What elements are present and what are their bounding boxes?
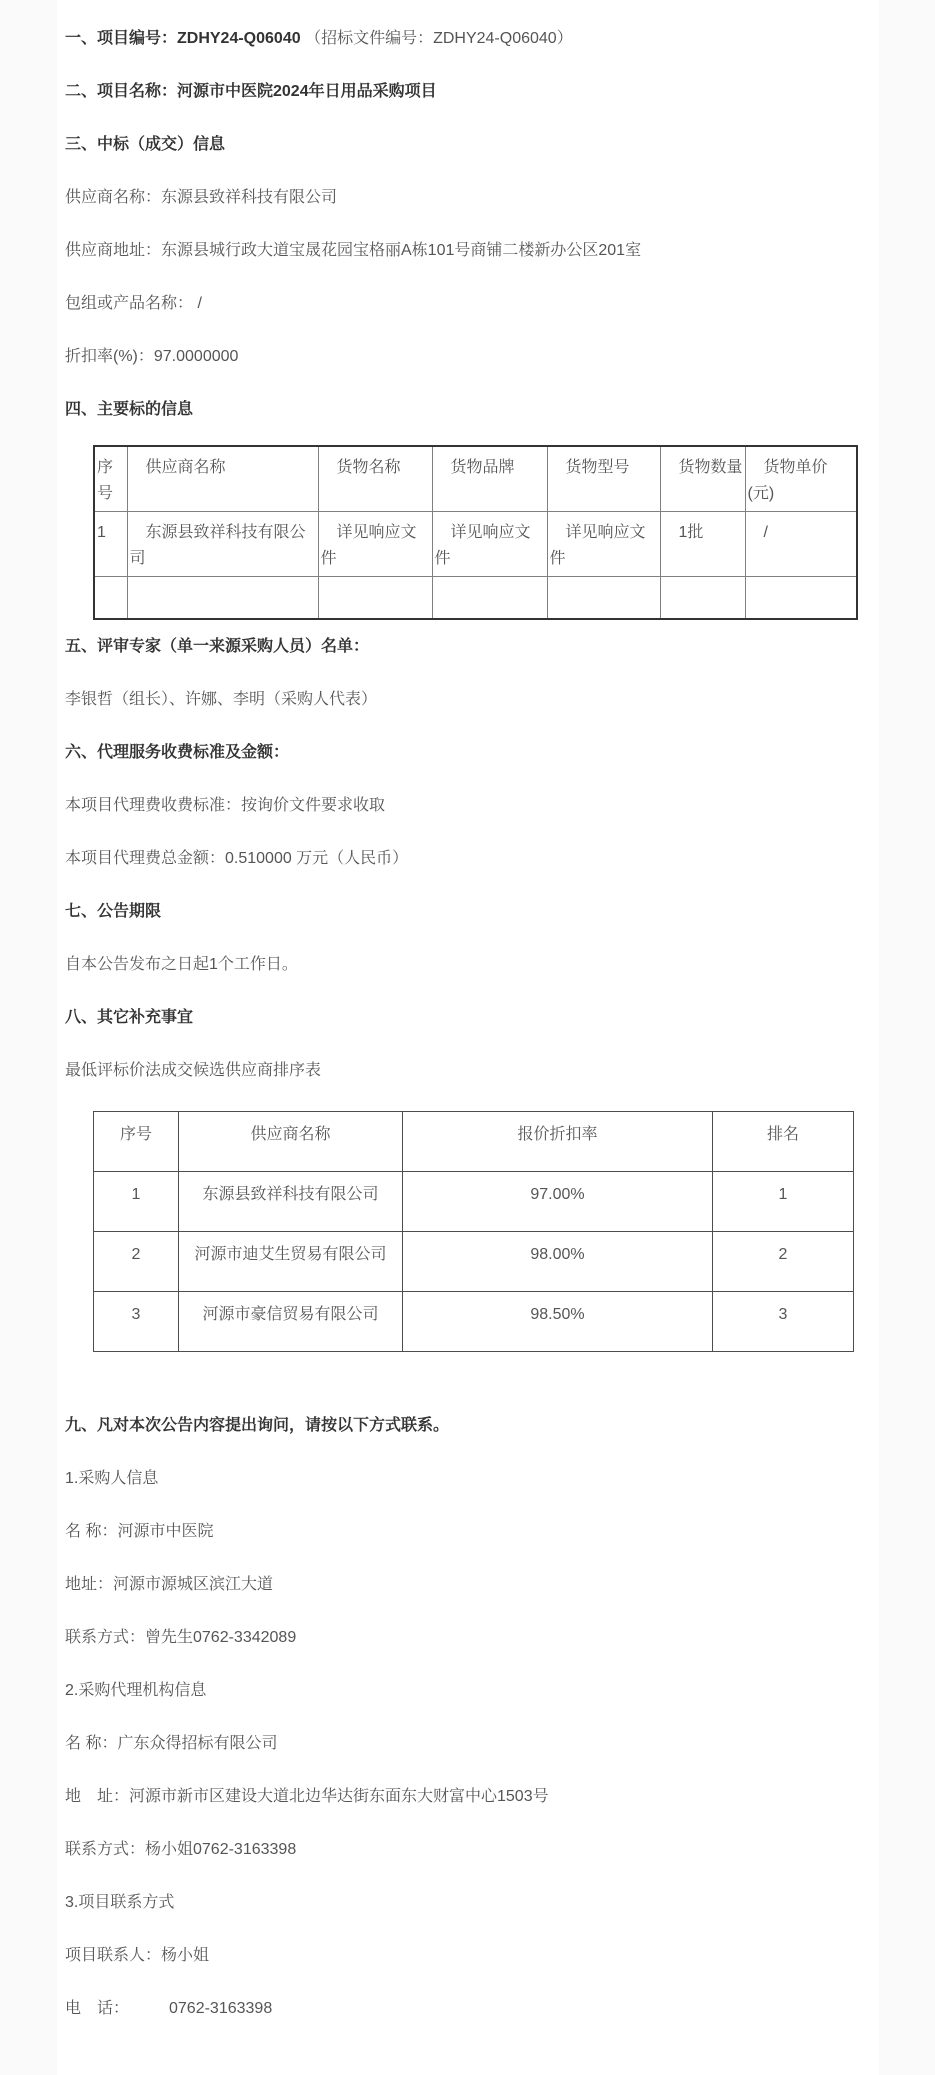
- project-contact-person-line: 项目联系人：杨小姐: [65, 1947, 210, 1964]
- bid-table-header-cell: 货物型号: [547, 446, 660, 511]
- ranking-table-cell: 1: [713, 1172, 854, 1232]
- discount-rate-line: 折扣率(%)：97.0000000: [65, 348, 239, 365]
- ranking-table-cell: 2: [94, 1232, 179, 1292]
- experts-names-line: 李银哲（组长）、许娜、李明（采购人代表）: [65, 691, 378, 708]
- ranking-table-cell: 2: [713, 1232, 854, 1292]
- agency-name-line: 名 称：广东众得招标有限公司: [65, 1735, 278, 1752]
- bid-table-cell: /: [745, 511, 857, 576]
- ranking-table-cell: 东源县致祥科技有限公司: [179, 1172, 403, 1232]
- agency-fee-total-line: 本项目代理费总金额：0.510000 万元（人民币）: [65, 850, 409, 867]
- purchaser-address-line: 地址：河源市源城区滨江大道: [65, 1576, 274, 1593]
- ranking-table-cell: 河源市迪艾生贸易有限公司: [179, 1232, 403, 1292]
- ranking-table-cell: 98.00%: [403, 1232, 713, 1292]
- announcement-content: [57, 0, 879, 2075]
- bid-table-empty-row: [94, 576, 857, 619]
- bid-table-header-cell: 货物品牌: [432, 446, 547, 511]
- section-heading-project-number: [65, 12, 879, 65]
- ranking-table-row: [94, 1232, 854, 1292]
- project-number-text: 一、项目编号：ZDHY24-Q06040: [65, 30, 301, 47]
- bid-table-row: [94, 511, 857, 576]
- section-heading-contact: 九、凡对本次公告内容提出询问，请按以下方式联系。: [65, 1417, 450, 1434]
- bid-table-cell: 1: [94, 511, 127, 576]
- project-phone-line: 电 话： 0762-3163398: [65, 2000, 273, 2017]
- bid-table-cell: 详见响应文件: [432, 511, 547, 576]
- bid-table-cell: 详见响应文件: [547, 511, 660, 576]
- bid-table-header-cell: 货物名称: [318, 446, 432, 511]
- project-contact-title: 3.项目联系方式: [65, 1894, 175, 1911]
- agency-phone-line: 联系方式：杨小姐0762-3163398: [65, 1841, 297, 1858]
- section-heading-supplement: 八、其它补充事宜: [65, 1009, 194, 1026]
- ranking-table-cell: 1: [94, 1172, 179, 1232]
- ranking-table-row: [94, 1292, 854, 1352]
- ranking-table-header-cell: 报价折扣率: [403, 1112, 713, 1172]
- purchaser-phone-line: 联系方式：曾先生0762-3342089: [65, 1629, 297, 1646]
- bid-table-cell: [547, 576, 660, 619]
- bid-table-cell: [745, 576, 857, 619]
- bid-table-header-cell: 供应商名称: [127, 446, 318, 511]
- ranking-table-cell: 河源市豪信贸易有限公司: [179, 1292, 403, 1352]
- section-heading-project-name: 二、项目名称：河源市中医院2024年日用品采购项目: [65, 83, 437, 100]
- purchaser-info-title: 1.采购人信息: [65, 1470, 159, 1487]
- supplier-address-line: 供应商地址：东源县城行政大道宝晟花园宝格丽A栋101号商铺二楼新办公区201室: [65, 242, 642, 259]
- section-heading-agency-fee: 六、代理服务收费标准及金额：: [65, 744, 290, 761]
- section-heading-experts: 五、评审专家（单一来源采购人员）名单：: [65, 638, 370, 655]
- bid-table-cell: [127, 576, 318, 619]
- section-heading-notice-period: 七、公告期限: [65, 903, 162, 920]
- bid-table-header-cell: 货物单价(元): [745, 446, 857, 511]
- ranking-table-header-row: [94, 1112, 854, 1172]
- bid-info-table: [93, 445, 858, 620]
- bid-table-cell: [94, 576, 127, 619]
- notice-period-line: 自本公告发布之日起1个工作日。: [65, 956, 298, 973]
- bid-table-cell: [660, 576, 745, 619]
- ranking-table-title: 最低评标价法成交候选供应商排序表: [65, 1062, 322, 1079]
- bid-table-header-cell: 序号: [94, 446, 127, 511]
- bid-table-cell: 详见响应文件: [318, 511, 432, 576]
- ranking-table-cell: 97.00%: [403, 1172, 713, 1232]
- section-heading-award-info: 三、中标（成交）信息: [65, 136, 226, 153]
- ranking-table-cell: 3: [713, 1292, 854, 1352]
- ranking-table-cell: 3: [94, 1292, 179, 1352]
- tender-doc-number-note: （招标文件编号：ZDHY24-Q06040）: [300, 30, 573, 47]
- bid-table-cell: [318, 576, 432, 619]
- ranking-table-header-cell: 排名: [713, 1112, 854, 1172]
- section-heading-main-subject: 四、主要标的信息: [65, 401, 194, 418]
- ranking-table: [93, 1111, 854, 1352]
- bid-table-header-row: [94, 446, 857, 511]
- supplier-name-line: 供应商名称：东源县致祥科技有限公司: [65, 189, 338, 206]
- ranking-table-header-cell: 序号: [94, 1112, 179, 1172]
- purchaser-name-line: 名 称：河源市中医院: [65, 1523, 214, 1540]
- agency-fee-standard-line: 本项目代理费收费标准：按询价文件要求收取: [65, 797, 386, 814]
- bid-table-cell: 1批: [660, 511, 745, 576]
- ranking-table-cell: 98.50%: [403, 1292, 713, 1352]
- package-name-line: 包组或产品名称： /: [65, 295, 202, 312]
- bid-table-cell: [432, 576, 547, 619]
- ranking-table-row: [94, 1172, 854, 1232]
- ranking-table-header-cell: 供应商名称: [179, 1112, 403, 1172]
- agency-info-title: 2.采购代理机构信息: [65, 1682, 207, 1699]
- bid-table-cell: 东源县致祥科技有限公司: [127, 511, 318, 576]
- bid-table-header-cell: 货物数量: [660, 446, 745, 511]
- agency-address-line: 地 址：河源市新市区建设大道北边华达街东面东大财富中心1503号: [65, 1788, 549, 1805]
